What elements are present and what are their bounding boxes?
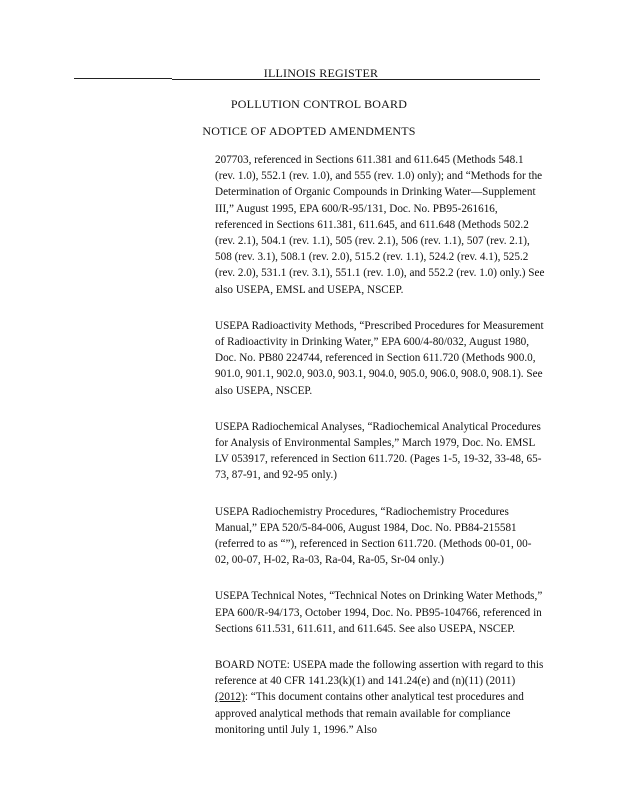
paragraph-radiochemistry-procedures: USEPA Radiochemistry Procedures, “Radiochemistry Procedures Manual,” EPA 520/5-84-006, August 1984, Doc. No. PB84-215581 (referred to as “”), referenced in Section 611.720. (Methods 00-01, 00-02, 00-07, H-02, Ra-03, Ra-04, Ra-05, Sr-04 only.) <box>215 505 532 567</box>
board-note <box>215 657 545 738</box>
notice-title: NOTICE OF ADOPTED AMENDMENTS <box>202 124 416 138</box>
paragraph-radioactivity-methods: USEPA Radioactivity Methods, “Prescribed Procedures for Measurement of Radioactivity in Drinking Water,” EPA 600/4-80/032, August 1980, Doc. No. PB80 224744, referenced in Section 611.720 (Methods 900.0, 901.0, 901.1, 902.0, 903.0, 903.1, 904.0, 905.0, 906.0, 908.0, 908.1). See also USEPA, NSCEP. <box>215 319 544 397</box>
paragraph-radiochemical-analyses: USEPA Radiochemical Analyses, “Radiochemical Analytical Procedures for Analysis of Environmental Samples,” March 1979, Doc. No. EMSL LV 053917, referenced in Section 611.720. (Pages 1-5, 19-32, 33-48, 65-73, 87-91, and 92-95 only.) <box>215 420 542 482</box>
board-note-text-start: BOARD NOTE: USEPA made the following assertion with regard to this reference at 40 CFR 141.23(k)(1) and 141.24(e) and (n)(11) <box>215 659 544 688</box>
paragraph-technical-notes: USEPA Technical Notes, “Technical Notes on Drinking Water Methods,” EPA 600/R-94/173, October 1994, Doc. No. PB95-104766, referenced in Sections 611.531, 611.611, and 611.645. See also USEPA, NSCEP. <box>215 590 543 635</box>
board-title: POLLUTION CONTROL BOARD <box>230 97 408 111</box>
board-note-text-end: : “This document contains other analytical test procedures and approved analytical methods that remain available for compliance monitoring until July 1, 1996.” Also <box>215 691 524 736</box>
paragraph-methods-organic: 207703, referenced in Sections 611.381 and 611.645 (Methods 548.1 (rev. 1.0), 552.1 (rev. 1.0), and 555 (rev. 1.0) only); and “Methods for the Determination of Organic Compounds in Drinking Water—Supplement III,” August 1995, EPA 600/R-95/131, Doc. No. PB95-261616, referenced in Sections 611.381, 611.645, and 611.648 (Methods 502.2 (rev. 2.1), 504.1 (rev. 1.1), 505 (rev. 2.1), 506 (rev. 1.1), 507 (rev. 2.1), 508 (rev. 3.1), 508.1 (rev. 2.0), 515.2 (rev. 1.1), 524.2 (rev. 4.1), 525.2 (rev. 2.0), 531.1 (rev. 3.1), 551.1 (rev. 1.0), and 552.2 (rev. 1.0) only.) See also USEPA, EMSL and USEPA, NSCEP. <box>215 154 545 296</box>
board-note-new-year: (2012) <box>215 691 245 704</box>
document-body <box>215 152 545 758</box>
register-title: ILLINOIS REGISTER <box>263 66 379 80</box>
board-note-old-year: (2011) <box>485 675 516 688</box>
